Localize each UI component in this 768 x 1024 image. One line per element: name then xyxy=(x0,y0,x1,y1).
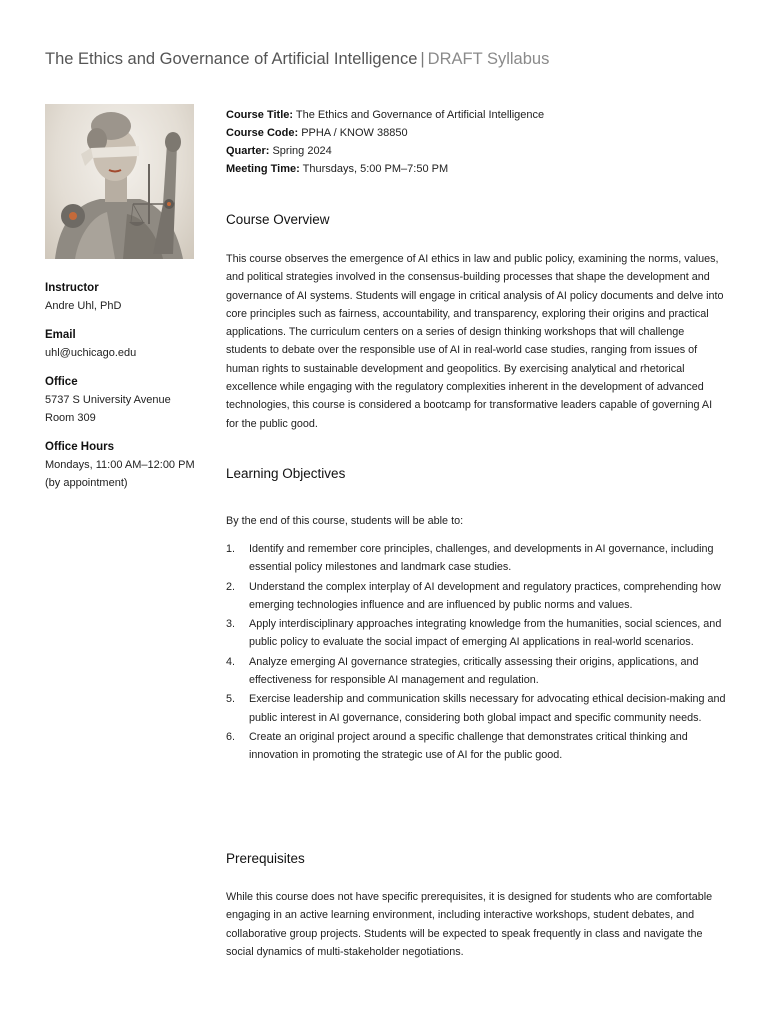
header-separator: | xyxy=(420,50,425,68)
document-header xyxy=(45,48,735,70)
list-item-text: Exercise leadership and communication skills necessary for advocating ethical decision-making and public interest in AI governance, considering both global impact and specific community needs. xyxy=(249,693,726,724)
list-item xyxy=(226,578,726,615)
course-title-value: The Ethics and Governance of Artificial Intelligence xyxy=(295,109,545,121)
instructor-sidebar xyxy=(45,280,215,504)
email-block xyxy=(45,327,215,362)
office-hours-note: (by appointment) xyxy=(45,477,128,489)
list-item-number: 6. xyxy=(226,730,236,743)
objectives-list xyxy=(226,540,726,766)
instructor-label: Instructor xyxy=(45,282,99,294)
list-item-text: Apply interdisciplinary approaches integrating knowledge from the humanities, social sciences, and public policy to evaluate the social impact of emerging AI applications in real-world scenarios. xyxy=(249,618,722,649)
list-item xyxy=(226,540,726,577)
course-meta xyxy=(226,106,726,178)
list-item-text: Identify and remember core principles, challenges, and developments in AI governance, including essential policy milestones and landmark case studies. xyxy=(249,543,714,574)
list-item-text: Create an original project around a specific challenge that demonstrates critical thinking and innovation in promoting the strategic use of AI for the public good. xyxy=(249,730,688,762)
course-code-value: PPHA / KNOW 38850 xyxy=(301,127,408,139)
overview-text: This course observes the emergence of AI ethics in law and public policy, examining the norms, values, and political strategies involved in the consensus-building processes that shape the development and governance of AI systems. Students will engage in critical analysis of AI policy documents and delve into core principles such as fairness, accountability, and transparency, exploring their origins and practical applications. The curriculum centers on a series of design thinking workshops that will challenge students to debate over the responsible use of AI in real-world case studies, ranging from issues of human rights to sustainable development and geopolitics. By exercising analytical and rhetorical excellence while engaging with the regulatory complexities inherent in the development of advanced technologies, this course is considered a bootcamp for transformative leaders capable of governing AI for the public good. xyxy=(226,253,724,430)
office-label: Office xyxy=(45,376,78,388)
list-item xyxy=(226,653,726,690)
objectives-heading: Learning Objectives xyxy=(226,466,346,481)
course-code-line xyxy=(226,124,726,142)
instructor-block xyxy=(45,280,215,315)
list-item-text: Analyze emerging AI governance strategies, critically assessing their origins, applications, and effectiveness for responsible AI management and regulation. xyxy=(249,655,699,687)
prerequisites-heading: Prerequisites xyxy=(226,851,305,866)
list-item xyxy=(226,690,726,727)
quarter-label: Quarter: xyxy=(226,145,270,157)
list-item-number: 5. xyxy=(226,693,236,706)
objectives-intro: By the end of this course, students will be able to: xyxy=(226,515,464,527)
email-link[interactable]: uhl@uchicago.edu xyxy=(45,347,137,359)
course-title-line xyxy=(226,106,726,124)
header-title: The Ethics and Governance of Artificial Intelligence xyxy=(45,50,418,68)
list-item-number: 4. xyxy=(226,655,236,668)
email-label: Email xyxy=(45,329,76,341)
list-item-number: 3. xyxy=(226,618,236,631)
office-hours-time: Mondays, 11:00 AM–12:00 PM xyxy=(45,459,195,471)
list-item-number: 1. xyxy=(226,543,236,555)
office-room: Room 309 xyxy=(45,412,96,424)
quarter-line xyxy=(226,142,726,160)
meeting-time-value: Thursdays, 5:00 PM–7:50 PM xyxy=(302,163,449,175)
blindfolded-justice-robot-image xyxy=(45,104,194,259)
list-item-text: Understand the complex interplay of AI development and regulatory practices, comprehending how emerging technologies influence and are influenced by public norms and values. xyxy=(249,580,721,611)
office-block xyxy=(45,374,215,427)
course-title-label: Course Title: xyxy=(226,109,294,121)
overview-heading: Course Overview xyxy=(226,212,330,227)
office-hours-label: Office Hours xyxy=(45,441,115,453)
course-code-label: Course Code: xyxy=(226,127,299,139)
list-item xyxy=(226,728,726,765)
instructor-name: Andre Uhl, PhD xyxy=(45,300,122,312)
list-item xyxy=(226,615,726,652)
meeting-time-line xyxy=(226,160,726,178)
prerequisites-text: While this course does not have specific prerequisites, it is designed for students who are comfortable engaging in an active learning environment, including interactive workshops, student debates, and collaborative group projects. Students will be expected to speak frequently in class and navigate the social dynamics of multi-stakeholder negotiations. xyxy=(226,891,713,958)
meeting-time-label: Meeting Time: xyxy=(226,163,300,175)
list-item-number: 2. xyxy=(226,580,236,593)
header-subtitle: DRAFT Syllabus xyxy=(427,50,550,68)
office-address: 5737 S University Avenue xyxy=(45,394,171,406)
office-hours-block xyxy=(45,439,215,492)
justice-figure-icon xyxy=(45,104,194,259)
quarter-value: Spring 2024 xyxy=(272,145,332,157)
